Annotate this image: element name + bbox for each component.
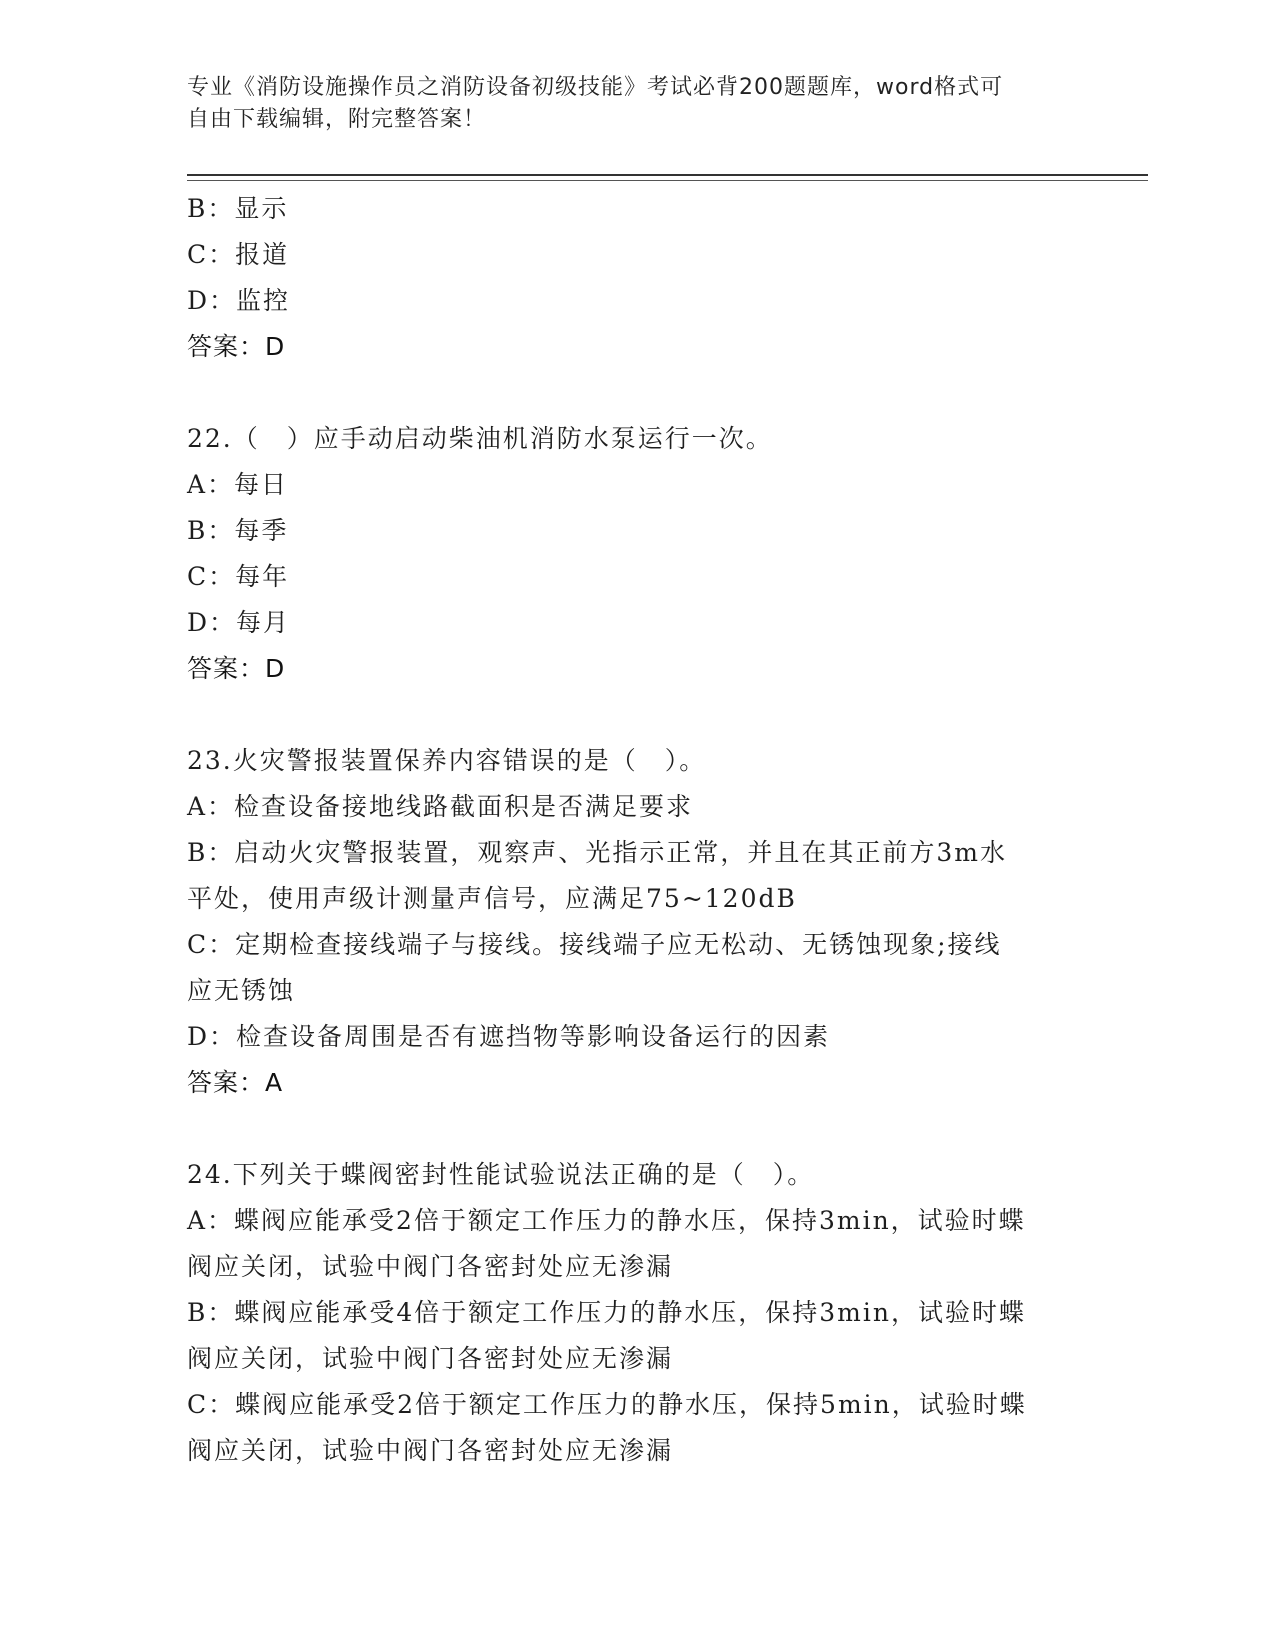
question-title: 22.（ ）应手动启动柴油机消防水泵运行一次。 xyxy=(187,424,773,453)
option-line: 阀应关闭，试验中阀门各密封处应无渗漏 xyxy=(187,1344,674,1373)
option-line: A：每日 xyxy=(187,470,289,499)
option-line: A：蝶阀应能承受2倍于额定工作压力的静水压，保持3min，试验时蝶 xyxy=(187,1206,1026,1235)
question-23 xyxy=(187,738,1087,1106)
option-line: B：每季 xyxy=(187,516,289,545)
answer-line: 答案：D xyxy=(187,332,286,361)
spacer xyxy=(187,370,1087,416)
option-line: 阀应关闭，试验中阀门各密封处应无渗漏 xyxy=(187,1436,674,1465)
question-content xyxy=(187,186,1087,1474)
option-line: B：启动火灾警报装置，观察声、光指示正常，并且在其正前方3m水 xyxy=(187,838,1007,867)
option-line: B：蝶阀应能承受4倍于额定工作压力的静水压，保持3min，试验时蝶 xyxy=(187,1298,1026,1327)
question-24 xyxy=(187,1152,1087,1474)
option-line: B：显示 xyxy=(187,194,289,223)
option-line: 平处，使用声级计测量声信号，应满足75~120dB xyxy=(187,884,797,913)
header-line-1: 专业《消防设施操作员之消防设备初级技能》考试必背200题题库，word格式可 xyxy=(187,75,1004,100)
option-line: C：每年 xyxy=(187,562,290,591)
spacer xyxy=(187,692,1087,738)
answer-line: 答案：D xyxy=(187,654,286,683)
option-line: C：蝶阀应能承受2倍于额定工作压力的静水压，保持5min，试验时蝶 xyxy=(187,1390,1027,1419)
question-title: 24.下列关于蝶阀密封性能试验说法正确的是（ ）。 xyxy=(187,1160,815,1189)
option-line: C：报道 xyxy=(187,240,290,269)
header-divider-thick xyxy=(187,174,1148,176)
option-line: C：定期检查接线端子与接线。接线端子应无松动、无锈蚀现象;接线 xyxy=(187,930,1002,959)
question-21-continued xyxy=(187,186,1087,370)
option-line: A：检查设备接地线路截面积是否满足要求 xyxy=(187,792,694,821)
document-header xyxy=(187,72,1067,136)
answer-line: 答案：A xyxy=(187,1068,284,1097)
option-line: D：检查设备周围是否有遮挡物等影响设备运行的因素 xyxy=(187,1022,831,1051)
question-22 xyxy=(187,416,1087,692)
question-title: 23.火灾警报装置保养内容错误的是（ ）。 xyxy=(187,746,707,775)
option-line: D：每月 xyxy=(187,608,291,637)
option-line: 阀应关闭，试验中阀门各密封处应无渗漏 xyxy=(187,1252,674,1281)
option-line: D：监控 xyxy=(187,286,291,315)
option-line: 应无锈蚀 xyxy=(187,976,296,1005)
header-line-2: 自由下载编辑，附完整答案！ xyxy=(187,107,487,132)
header-divider-thin xyxy=(187,180,1148,181)
spacer xyxy=(187,1106,1087,1152)
